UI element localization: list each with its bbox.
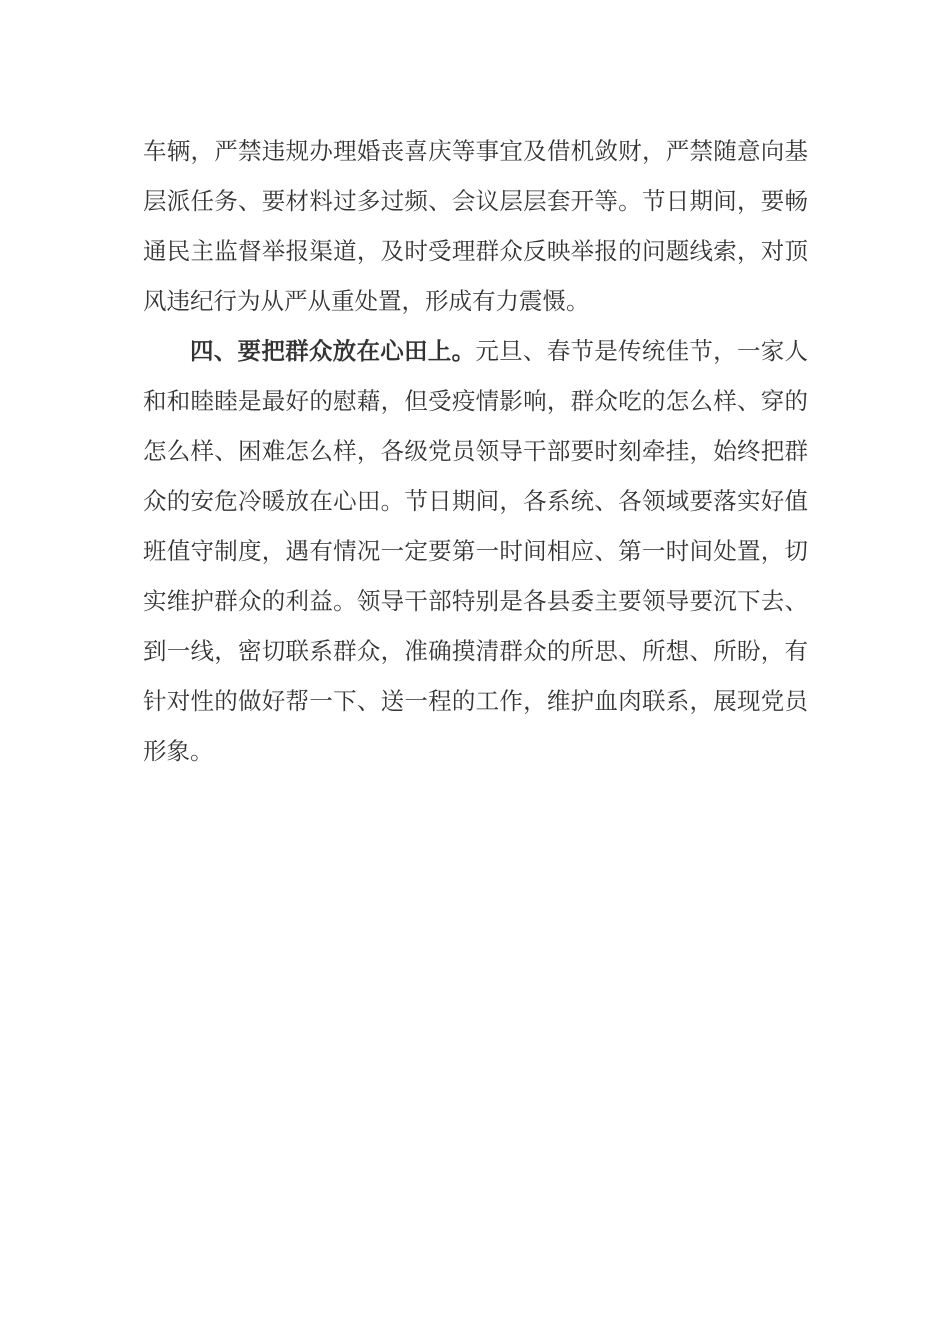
section-heading: 四、要把群众放在心田上。 <box>190 337 476 365</box>
paragraph-section-four <box>143 326 808 776</box>
document-body <box>143 126 808 776</box>
paragraph-text: 车辆，严禁违规办理婚丧喜庆等事宜及借机敛财，严禁随意向基层派任务、要材料过多过频、会议层层套开等。节日期间，要畅通民主监督举报渠道，及时受理群众反映举报的问题线索，对顶风违纪行为从严从重处置，形成有力震慑。 <box>143 137 808 315</box>
paragraph-continuation <box>143 126 808 326</box>
paragraph-text: 元旦、春节是传统佳节，一家人和和睦睦是最好的慰藉，但受疫情影响，群众吃的怎么样、穿的怎么样、困难怎么样，各级党员领导干部要时刻牵挂，始终把群众的安危冷暖放在心田。节日期间，各系统、各领域要落实好值班值守制度，遇有情况一定要第一时间相应、第一时间处置，切实维护群众的利益。领导干部特别是各县委主要领导要沉下去、到一线，密切联系群众，准确摸清群众的所思、所想、所盼，有针对性的做好帮一下、送一程的工作，维护血肉联系，展现党员形象。 <box>143 337 809 765</box>
